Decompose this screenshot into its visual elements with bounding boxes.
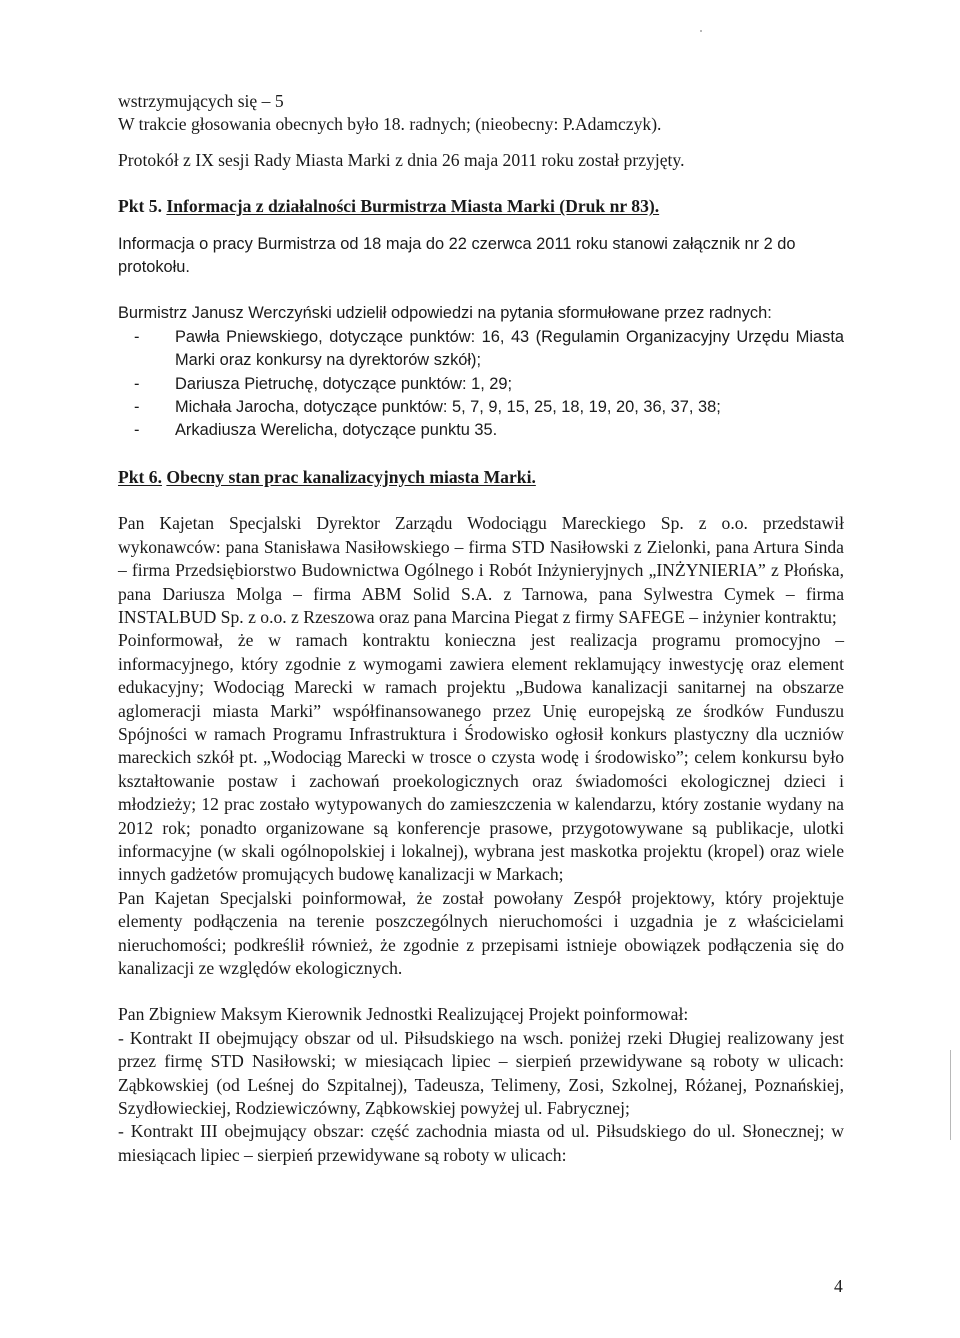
scan-edge-mark: [950, 1050, 951, 1140]
pkt6-paragraph-5: - Kontrakt II obejmujący obszar od ul. Piłsudskiego na wsch. poniżej rzeki Długiej realizowany jest przez firmę STD Nasiłowski; w miesiącach lipiec – sierpień przewidywane są roboty w ulicach: Ząbkowskiej (od Leśnej do Szpitalnej), Tadeusza, Telimeny, Zosi, Szkolnej, Różanej, Poznańskiej, Szydłowieckiej, Rodziewiczówny, Ząbkowskiej powyżej ul. Fabrycznej;: [118, 1027, 844, 1119]
scan-speck: [700, 30, 702, 32]
pkt6-paragraph-6: - Kontrakt III obejmujący obszar: część zachodnia miasta od ul. Piłsudskiego do ul. Słonecznej; w miesiącach lipiec – sierpień przewidywane są roboty w ulicach:: [118, 1121, 844, 1165]
pkt5-answers-list: [118, 326, 844, 443]
pkt5-info: Informacja o pracy Burmistrza od 18 maja do 22 czerwca 2011 roku stanowi załącznik nr 2 do protokołu.: [118, 234, 796, 277]
list-item: - Arkadiusza Werelicha, dotyczące punktu 35.: [118, 419, 844, 442]
pkt5-heading: [118, 195, 844, 218]
list-item: - Michała Jarocha, dotyczące punktów: 5, 7, 9, 15, 25, 18, 19, 20, 36, 37, 38;: [118, 396, 844, 419]
pkt6-number: Pkt 6.: [118, 466, 162, 487]
pkt6-heading: [118, 466, 844, 489]
pkt5-title: Informacja z działalności Burmistrza Miasta Marki (Druk nr 83).: [166, 196, 660, 217]
document-page: [118, 90, 844, 1167]
list-item: - Pawła Pniewskiego, dotyczące punktów: 16, 43 (Regulamin Organizacyjny Urzędu Miasta Marki oraz konkursy na dyrektorów szkół);: [118, 326, 844, 373]
pkt6-paragraph-4: Pan Zbigniew Maksym Kierownik Jednostki Realizującej Projekt poinformował:: [118, 1004, 689, 1025]
pkt6-title: Obecny stan prac kanalizacyjnych miasta Marki.: [166, 466, 536, 487]
pkt6-paragraph-3: Pan Kajetan Specjalski poinformował, że został powołany Zespół projektowy, który projektuje elementy podłączenia na terenie poszczególnych nieruchomości i uzgadnia je z właścicielami nieruchomości; podkreślił również, że zgodnie z przepisami istnieje obowiązek podłączenia się do kanalizacji ze względów ekologicznych.: [118, 887, 844, 978]
pkt6-paragraph-2: Poinformował, że w ramach kontraktu konieczna jest realizacja programu promocyjno – informacyjnego, który zgodnie z wymogami zawiera element reklamujący inwestycję oraz element edukacyjny; Wodociąg Marecki w ramach projektu „Budowa kanalizacji sanitarnej na obszarze aglomeracji miasta Marki” współfinansowanego przez Unię europejską ze środków Funduszu Spójności w ramach Programu Infrastruktura i Środowisko ogłosił konkurs plastyczny dla uczniów mareckich szkół pt. „Wodociąg Marecki w trosce o czysta wodę i środowisko”; celem konkursu było kształtowanie postaw i zachowań proekologicznych oraz świadomości ekologicznej dzieci i młodzieży; 12 prac zostało wytypowanych do zamieszczenia w kalendarzu, który zostanie wydany na 2012 rok; ponadto organizowane są konferencje prasowe, przygotowywane są publikacje, ulotki informacyjne (w skali ogólnopolskiej i lokalnej), wybrana jest maskotka projektu (kropel) oraz wiele innych gadżetów promujących budowę kanalizacji w Markach;: [118, 630, 844, 885]
protocol-accepted: Protokół z IX sesji Rady Miasta Marki z dnia 26 maja 2011 roku został przyjęty.: [118, 149, 685, 170]
intro-line-2: W trakcie głosowania obecnych było 18. radnych; (nieobecny: P.Adamczyk).: [118, 114, 662, 135]
pkt5-answers-intro: Burmistrz Janusz Werczyński udzielił odpowiedzi na pytania sformułowane przez radnych:: [118, 304, 772, 323]
pkt5-number: Pkt 5.: [118, 196, 162, 217]
list-item: - Dariusza Pietruchę, dotyczące punktów: 1, 29;: [118, 373, 844, 396]
intro-line-1: wstrzymujących się – 5: [118, 91, 284, 111]
pkt6-paragraph-1: Pan Kajetan Specjalski Dyrektor Zarządu Wodociągu Mareckiego Sp. z o.o. przedstawił wykonawców: pana Stanisława Nasiłowskiego – firma STD Nasiłowski z Zielonki, pana Artura Sinda – firma Przedsiębiorstwo Budownictwa Ogólnego i Robót Inżynieryjnych „INŻYNIERIA” z Płońska, pana Dariusza Molga – firma ABM Solid S.A. z Tarnowa, pana Sylwestra Cymek – firma INSTALBUD Sp. z o.o. z Rzeszowa oraz pana Marcina Piegat z firmy SAFEGE – inżynier kontraktu;: [118, 513, 844, 627]
page-number: 4: [834, 1276, 843, 1296]
